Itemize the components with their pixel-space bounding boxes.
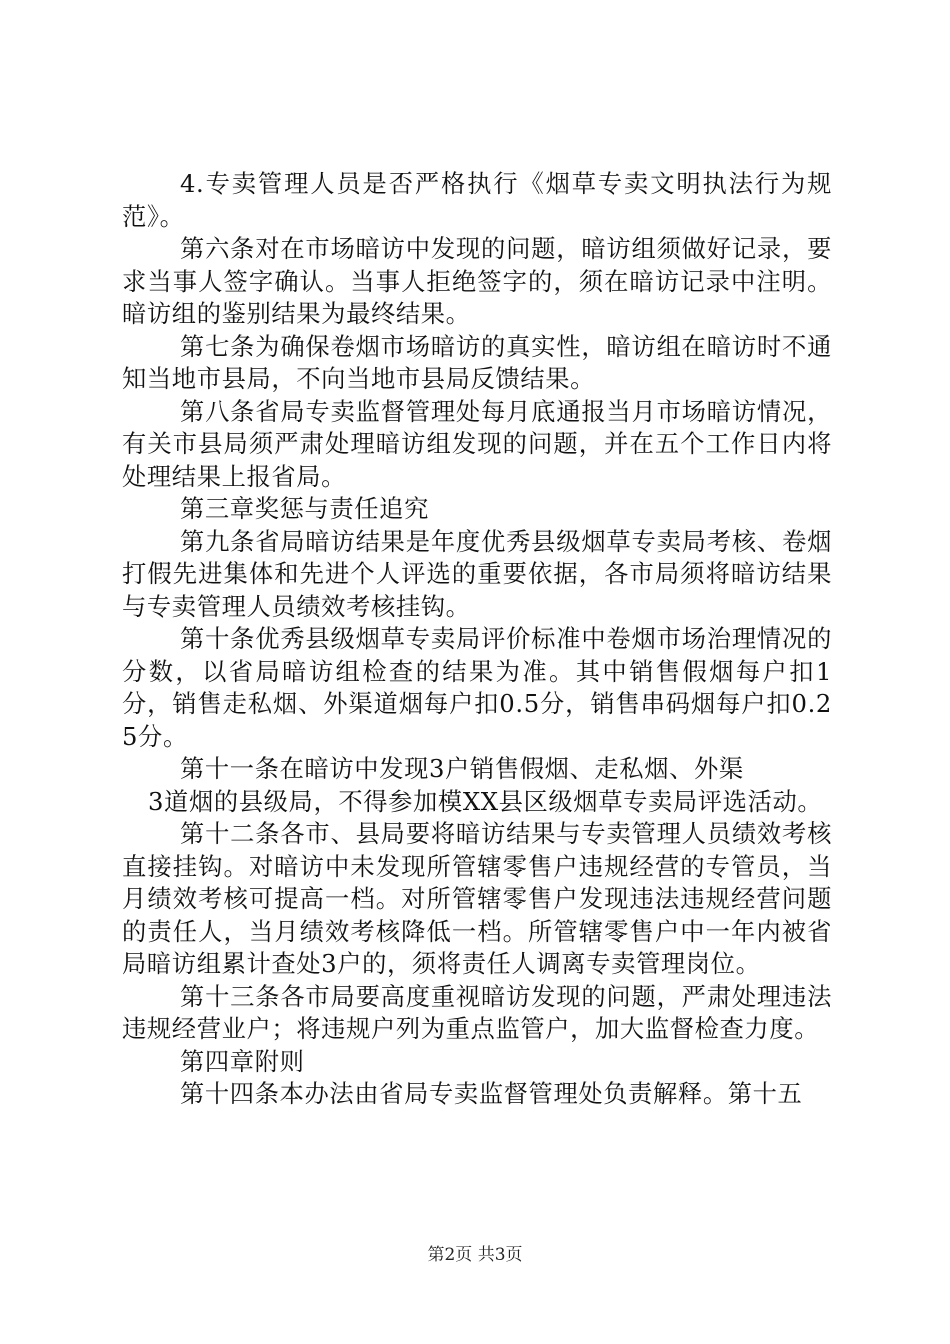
article-11-start: 第十一条在暗访中发现3户销售假烟、走私烟、外渠 <box>180 754 744 783</box>
article-8: 第八条省局专卖监督管理处每月底通报当月市场暗访情况，有关市县局须严肃处理暗访组发现的问题，并在五个工作日内将处理结果上报省局。 <box>122 396 832 491</box>
chapter-3-heading: 第三章奖惩与责任追究 <box>180 494 429 523</box>
article-12: 第十二条各市、县局要将暗访结果与专卖管理人员绩效考核直接挂钩。对暗访中未发现所管辖零售户违规经营的专管员，当月绩效考核可提高一档。对所管辖零售户发现违法违规经营问题的责任人，当月绩效考核降低一档。所管辖零售户中一年内被省局暗访组累计查处3户的，须将责任人调离专卖管理岗位。 <box>122 819 832 978</box>
article-13: 第十三条各市局要高度重视暗访发现的问题，严肃处理违法违规经营业户；将违规户列为重点监管户，加大监督检查力度。 <box>122 981 832 1043</box>
chapter-4-heading: 第四章附则 <box>180 1046 305 1076</box>
paragraph-item-4: 4.专卖管理人员是否严格执行《烟草专卖文明执法行为规范》。 <box>122 169 832 231</box>
article-14: 第十四条本办法由省局专卖监督管理处负责解释。第十五 <box>180 1079 803 1108</box>
page-number-label: 第2页 共3页 <box>427 1245 523 1265</box>
article-6: 第六条对在市场暗访中发现的问题，暗访组须做好记录，要求当事人签字确认。当事人拒绝签字的，须在暗访记录中注明。暗访组的鉴别结果为最终结果。 <box>122 234 832 328</box>
document-body <box>122 168 832 1111</box>
article-11-continued: 3道烟的县级局，不得参加模XX县区级烟草专卖局评选活动。 <box>148 786 823 816</box>
page-footer <box>0 1243 950 1267</box>
article-7: 第七条为确保卷烟市场暗访的真实性，暗访组在暗访时不通知当地市县局，不向当地市县局反馈结果。 <box>122 331 832 393</box>
article-9: 第九条省局暗访结果是年度优秀县级烟草专卖局考核、卷烟打假先进集体和先进个人评选的重要依据，各市局须将暗访结果与专卖管理人员绩效考核挂钩。 <box>122 526 832 621</box>
article-10: 第十条优秀县级烟草专卖局评价标准中卷烟市场治理情况的分数，以省局暗访组检查的结果为准。其中销售假烟每户扣1分，销售走私烟、外渠道烟每户扣0.5分，销售串码烟每户扣0.25分。 <box>122 624 832 751</box>
